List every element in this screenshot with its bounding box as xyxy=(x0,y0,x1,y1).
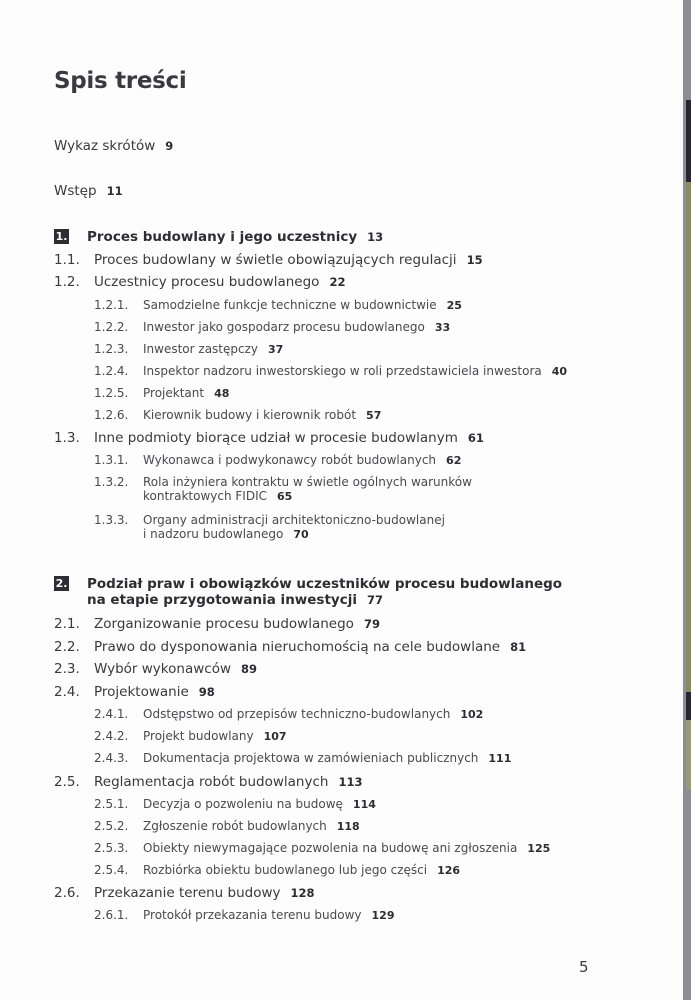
page-number: 89 xyxy=(241,662,258,676)
entry-text: kontraktowych FIDIC xyxy=(143,489,267,503)
toc-entry xyxy=(94,819,360,833)
entry-text: Protokół przekazania terenu budowy xyxy=(143,908,362,922)
page-number: 25 xyxy=(446,299,462,312)
section-number: 2.1. xyxy=(54,616,80,632)
page-number: 126 xyxy=(437,864,461,877)
page-number: 129 xyxy=(371,909,395,922)
entry-text: Inwestor zastępczy xyxy=(143,342,258,356)
toc-entry xyxy=(54,138,173,154)
toc-entry xyxy=(54,661,257,677)
toc-entry xyxy=(54,252,483,268)
toc-entry xyxy=(94,475,472,503)
toc-entry xyxy=(54,774,362,790)
edge-tab-marker xyxy=(686,692,691,720)
chapter-title: na etapie przygotowania inwestycji xyxy=(87,592,357,608)
toc-entry xyxy=(94,342,283,356)
toc-entry xyxy=(94,408,381,422)
chapter-heading xyxy=(54,576,562,608)
entry-text: Zgłoszenie robót budowlanych xyxy=(143,819,327,833)
section-number: 1.2.2. xyxy=(94,320,129,334)
entry-text: Reglamentacja robót budowlanych xyxy=(94,774,329,790)
chapter-heading xyxy=(54,229,383,245)
entry-text: Obiekty niewymagające pozwolenia na budowę ani zgłoszenia xyxy=(143,841,518,855)
section-number: 2.3. xyxy=(54,661,80,677)
toc-entry xyxy=(54,616,380,632)
page-number: 128 xyxy=(290,886,315,900)
toc-entry xyxy=(94,298,462,312)
page-number: 65 xyxy=(277,490,293,503)
section-number: 1.2.3. xyxy=(94,342,129,356)
section-number: 2.5.1. xyxy=(94,797,129,811)
section-number: 2.5.3. xyxy=(94,841,129,855)
section-number: 2.4.1. xyxy=(94,707,129,721)
toc-entry xyxy=(94,841,550,855)
entry-text: Organy administracji architektoniczno-budowlanej xyxy=(143,513,445,527)
section-number: 1.3. xyxy=(54,430,80,446)
page-number: 13 xyxy=(367,230,384,244)
page-number: 102 xyxy=(460,708,484,721)
page-number: 15 xyxy=(466,253,483,267)
page-number: 48 xyxy=(214,387,230,400)
entry-text: Proces budowlany w świetle obowiązujących regulacji xyxy=(94,252,457,268)
section-number: 1.1. xyxy=(54,252,80,268)
page-number: 22 xyxy=(329,275,346,289)
page-number: 40 xyxy=(551,365,568,378)
entry-text: Wykaz skrótów xyxy=(54,138,156,154)
entry-text: Odstępstwo od przepisów techniczno-budowlanych xyxy=(143,707,451,721)
toc-entry xyxy=(54,885,315,901)
section-number: 1.3.2. xyxy=(94,475,129,489)
toc-entry xyxy=(54,639,526,655)
entry-text: Kierownik budowy i kierownik robót xyxy=(143,408,357,422)
section-number: 1.2.1. xyxy=(94,298,129,312)
toc-entry xyxy=(94,386,229,400)
page-number: 98 xyxy=(198,685,215,699)
entry-text: Projektant xyxy=(143,386,205,400)
page-number: 107 xyxy=(263,730,287,743)
section-number: 2.5.4. xyxy=(94,863,129,877)
page-number: 111 xyxy=(488,752,512,765)
page-number: 70 xyxy=(293,528,309,541)
section-number: 1.3.3. xyxy=(94,513,129,527)
section-number: 2.6.1. xyxy=(94,908,129,922)
section-number: 1.2.6. xyxy=(94,408,129,422)
page-number: 61 xyxy=(467,431,484,445)
section-number: 1.2. xyxy=(54,274,80,290)
entry-text: Wstęp xyxy=(54,183,97,199)
toc-entry xyxy=(54,274,345,290)
toc-entry xyxy=(54,183,123,199)
entry-text: Prawo do dysponowania nieruchomością na cele budowlane xyxy=(94,639,501,655)
section-number: 2.5. xyxy=(54,774,80,790)
entry-text: Rola inżyniera kontraktu w świetle ogólnych warunków xyxy=(143,475,472,489)
page-folio: 5 xyxy=(579,958,589,976)
edge-tab-marker xyxy=(686,182,691,692)
entry-text: i nadzoru budowlanego xyxy=(143,527,284,541)
edge-tab-marker xyxy=(686,720,691,790)
page-number: 33 xyxy=(434,321,451,334)
toc-entry xyxy=(94,453,461,467)
entry-text: Wybór wykonawców xyxy=(94,661,231,677)
page-number: 125 xyxy=(527,842,551,855)
page-number: 9 xyxy=(165,139,174,153)
entry-text: Wykonawca i podwykonawcy robót budowlanych xyxy=(143,453,437,467)
entry-text: Przekazanie terenu budowy xyxy=(94,885,281,901)
edge-tab-marker xyxy=(686,100,691,182)
section-number: 2.6. xyxy=(54,885,80,901)
page-number: 77 xyxy=(366,593,383,607)
toc-entry xyxy=(94,797,376,811)
page-number: 57 xyxy=(366,409,382,422)
section-number: 1.2.4. xyxy=(94,364,129,378)
chapter-title: Proces budowlany i jego uczestnicy xyxy=(87,229,358,245)
entry-text: Inwestor jako gospodarz procesu budowlanego xyxy=(143,320,425,334)
entry-text: Zorganizowanie procesu budowlanego xyxy=(94,616,354,632)
chapter-number-badge: 2. xyxy=(55,577,68,590)
entry-text: Uczestnicy procesu budowlanego xyxy=(94,274,320,290)
toc-entry xyxy=(94,751,511,765)
toc-entry xyxy=(94,707,483,721)
toc-entry xyxy=(94,729,287,743)
section-number: 2.4.2. xyxy=(94,729,129,743)
page-number: 113 xyxy=(338,775,363,789)
page-number: 37 xyxy=(268,343,284,356)
entry-text: Dokumentacja projektowa w zamówieniach publicznych xyxy=(143,751,479,765)
toc-entry xyxy=(94,863,460,877)
page-number: 118 xyxy=(336,820,360,833)
section-number: 1.2.5. xyxy=(94,386,129,400)
page-title: Spis treści xyxy=(54,68,187,94)
section-number: 1.3.1. xyxy=(94,453,129,467)
toc-entry xyxy=(94,364,567,378)
section-number: 2.4. xyxy=(54,684,80,700)
page-number: 79 xyxy=(363,617,380,631)
toc-entry xyxy=(94,513,445,541)
toc-entry xyxy=(94,320,450,334)
page-number: 81 xyxy=(510,640,527,654)
entry-text: Inne podmioty biorące udział w procesie budowlanym xyxy=(94,430,458,446)
toc-entry xyxy=(94,908,395,922)
entry-text: Projekt budowlany xyxy=(143,729,254,743)
toc-entry xyxy=(54,684,215,700)
toc-entry xyxy=(54,430,484,446)
section-number: 2.2. xyxy=(54,639,80,655)
entry-text: Rozbiórka obiektu budowlanego lub jego części xyxy=(143,863,428,877)
page-number: 11 xyxy=(106,184,123,198)
section-number: 2.4.3. xyxy=(94,751,129,765)
entry-text: Samodzielne funkcje techniczne w budownictwie xyxy=(143,298,437,312)
section-number: 2.5.2. xyxy=(94,819,129,833)
chapter-title: Podział praw i obowiązków uczestników procesu budowlanego xyxy=(87,576,563,592)
page-number: 62 xyxy=(446,454,462,467)
page-number: 114 xyxy=(352,798,376,811)
chapter-number-badge: 1. xyxy=(55,230,68,243)
entry-text: Inspektor nadzoru inwestorskiego w roli przedstawiciela inwestora xyxy=(143,364,542,378)
entry-text: Projektowanie xyxy=(94,684,189,700)
entry-text: Decyzja o pozwoleniu na budowę xyxy=(143,797,343,811)
